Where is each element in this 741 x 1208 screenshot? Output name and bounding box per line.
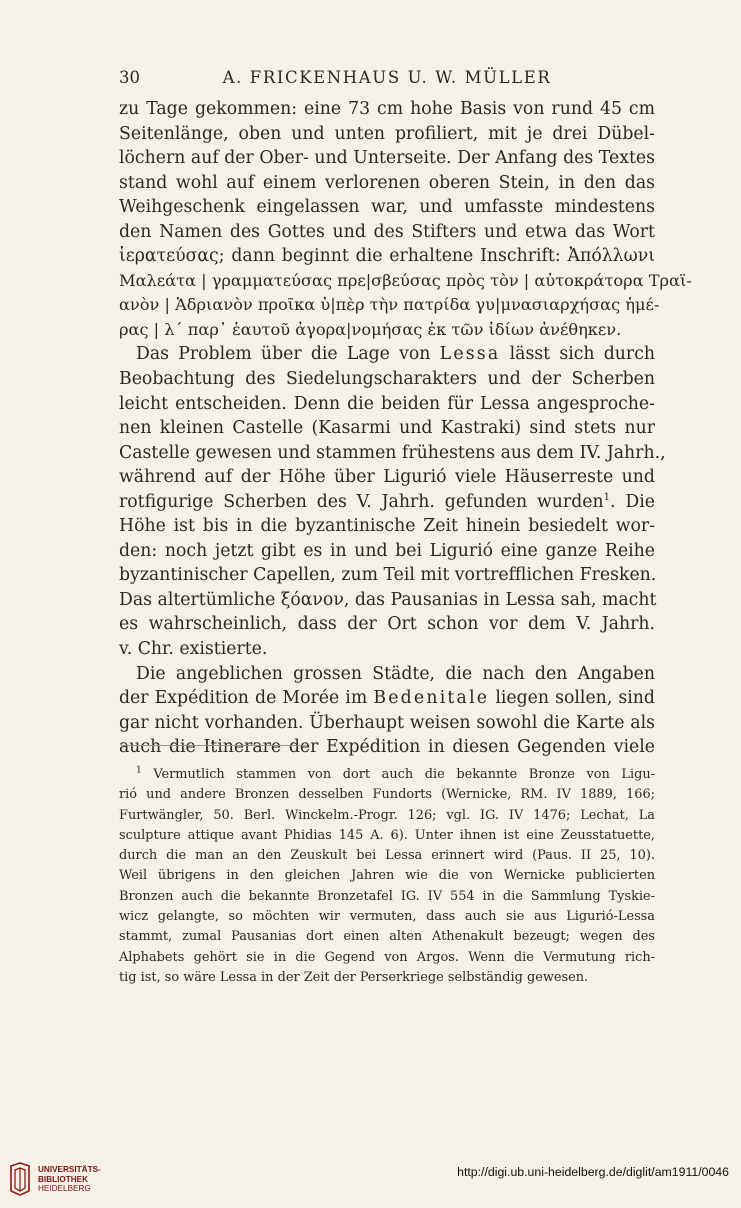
text-line: Die angeblichen grossen Städte, die nach den Angaben <box>136 663 655 684</box>
text-line: Beobachtung des Siedelungscharakters und der Scherben <box>119 369 655 390</box>
text-line: byzantinischer Capellen, zum Teil mit vortrefflichen Fresken. <box>119 565 657 586</box>
text-line: Weihgeschenk eingelassen war, und umfasste mindestens <box>119 197 655 218</box>
institution-line: UNIVERSITÄTS- <box>38 1165 101 1174</box>
text-line: stand wohl auf einem verlorenen oberen Stein, in den das <box>119 172 655 193</box>
text-line: gar nicht vorhanden. Überhaupt weisen sowohl die Karte als <box>119 712 655 733</box>
text-line: es wahrscheinlich, dass der Ort schon vor dem V. Jahrh. <box>119 614 655 635</box>
footnote-line: sculpture attique avant Phidias 145 A. 6). Unter ihnen ist eine Zeusstatuette, <box>119 827 655 843</box>
footnote-line: stammt, zumal Pausanias dort einen alten Athenakult bezeugt; wegen des <box>119 929 655 945</box>
footnote <box>119 765 655 988</box>
text-segment: Das Problem über die Lage von <box>136 344 431 365</box>
text-line: Seitenlänge, oben und unten profiliert, mit je drei Dübel- <box>119 123 655 144</box>
footnote-line: rió und andere Bronzen desselben Fundorts (Wernicke, RM. IV 1889, 166; <box>119 787 655 803</box>
institution-line: BIBLIOTHEK <box>38 1174 89 1184</box>
footnote-line: Furtwängler, 50. Berl. Winckelm.-Progr. 126; vgl. IG. IV 1476; Lechat, La <box>119 807 655 823</box>
greek-inscription-line: ρας | λ´ παρ᾽ ἑαυτοῦ ἀγορα|νομήσας ἐκ τῶν ἰδίων ἀνέθηκεν. <box>119 319 622 339</box>
spaced-place-name: Lessa <box>439 344 501 365</box>
page-footer <box>0 1152 741 1208</box>
text-line: nen kleinen Castelle (Kasarmi und Kastraki) sind stets nur <box>119 418 655 439</box>
text-line: Castelle gewesen und stammen frühestens aus dem IV. Jahrh., <box>119 442 666 463</box>
text-line: leicht entscheiden. Denn die beiden für Lessa angesproche- <box>119 393 655 414</box>
text-segment: . Die <box>609 491 655 512</box>
text-segment: lässt sich durch <box>509 344 655 365</box>
text-line: löchern auf der Ober- und Unterseite. Der Anfang des Textes <box>119 148 655 169</box>
institution-line: HEIDELBERG <box>38 1184 91 1193</box>
text-line <box>119 686 655 711</box>
text-segment: Vermutlich stammen von dort auch die bekannte Bronze von Ligu- <box>153 767 655 782</box>
text-line: ἱερατεύσας; dann beginnt die erhaltene Inschrift: Ἀπόλλωνι <box>119 246 655 267</box>
text-line: Das altertümliche ξόανον, das Pausanias in Lessa sah, macht <box>119 589 657 610</box>
footnote-line <box>119 765 655 785</box>
page-number: 30 <box>119 68 140 87</box>
greek-inscription-line: Μαλεάτα | γραμματεύσας πρε|σβεύσας πρὸς τὸν | αὐτοκράτορα Τραϊ- <box>119 270 692 290</box>
text-line: Höhe ist bis in die byzantinische Zeit hinein besiedelt wor- <box>119 516 655 537</box>
text-line <box>119 342 655 367</box>
running-title: A. FRICKENHAUS U. W. MÜLLER <box>222 68 552 87</box>
text-segment: liegen sollen, sind <box>495 688 655 709</box>
footnote-line: wicz gelangte, so möchten wir vermuten, dass auch sie aus Ligurió-Lessa <box>119 909 655 925</box>
footnote-line: Bronzen auch die bekannte Bronzetafel IG. IV 554 in die Sammlung Tyskie- <box>119 888 655 904</box>
greek-inscription-line: ανὸν | Ἁδριανὸν προῖκα ὑ|πὲρ τὴν πατρίδα γυ|μνασιαρχήσας ἡμέ- <box>119 295 660 315</box>
institution-name <box>38 1165 101 1194</box>
footnote-line: durch die man an den Zeuskult bei Lessa erinnert wird (Paus. II 25, 10). <box>119 848 655 864</box>
text-line: zu Tage gekommen: eine 73 cm hohe Basis von rund 45 cm <box>119 99 655 119</box>
source-url-link[interactable]: http://digi.ub.uni-heidelberg.de/diglit/am1911/0046 <box>457 1165 729 1179</box>
text-line: den Namen des Gottes und des Stifters und etwa das Wort <box>119 221 655 242</box>
footnote-reference: 1 <box>603 491 610 503</box>
text-line: auch die Itinerare der Expédition in diesen Gegenden viele <box>119 737 655 758</box>
text-line <box>119 490 655 515</box>
footnote-marker: 1 <box>136 765 142 776</box>
footnote-line: Weil übrigens in den gleichen Jahren wie die von Wernicke publicierten <box>119 868 655 884</box>
text-line: während auf der Höhe über Ligurió viele Häuserreste und <box>119 467 655 488</box>
page-header <box>119 68 655 92</box>
heidelberg-library-logo-icon[interactable] <box>8 1162 32 1196</box>
text-line: v. Chr. existierte. <box>119 639 268 660</box>
spaced-place-name: Bedenitale <box>373 688 490 709</box>
footnote-line: tig ist, so wäre Lessa in der Zeit der Perserkriege selbständig gewesen. <box>119 969 589 985</box>
text-segment: rotfigurige Scherben des V. Jahrh. gefunden wurden <box>119 491 604 512</box>
footnote-divider <box>121 745 307 746</box>
text-segment: der Expédition de Morée im <box>119 688 368 709</box>
main-text <box>119 97 692 760</box>
text-line: den: noch jetzt gibt es in und bei Ligurió eine ganze Reihe <box>119 540 655 561</box>
footnote-line: Alphabets gehört sie in die Gegend von Argos. Wenn die Vermutung rich- <box>119 949 655 965</box>
